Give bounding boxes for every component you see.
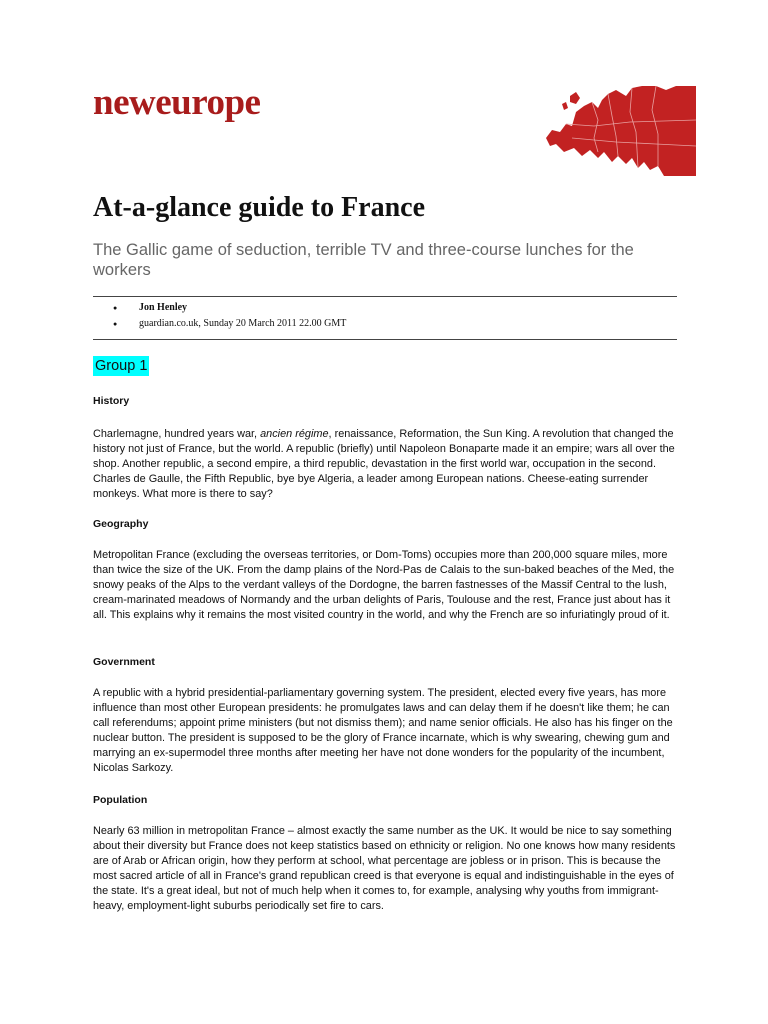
author-name[interactable]: ● Jon Henley	[113, 300, 346, 316]
site-logo[interactable]: neweurope	[93, 82, 261, 123]
history-emphasis: ancien régime	[260, 428, 329, 440]
section-body-population: Nearly 63 million in metropolitan France – almost exactly the same number as the UK. It would be nice to say something about their diversity but France does not keep statistics based on ethnicity or religion. No one knows how many residents are of Arab or African origin, how they perform at school, what percentage are jobless or in prison. This is because the most sacred article of all in France's grand republican creed is that everyone is equal and indistinguishable in the eyes of the state. It's a great ideal, but not of much help when it comes to, for example, analysing why youths from immigrant-heavy, employment-light suburbs periodically set fire to cars.	[93, 825, 676, 912]
section-body-history	[93, 427, 683, 502]
history-text-start: Charlemagne, hundred years war,	[93, 428, 261, 440]
europe-map-icon	[546, 86, 696, 176]
byline-bottom-divider	[93, 339, 677, 340]
article-title: At-a-glance guide to France	[93, 192, 426, 223]
article-subtitle: The Gallic game of seduction, terrible TV and three-course lunches for the workers	[93, 241, 634, 279]
group-label: Group 1	[95, 358, 148, 374]
section-heading-history: History	[93, 395, 130, 407]
byline-list	[113, 300, 346, 332]
section-body-government: A republic with a hybrid presidential-parliamentary governing system. The president, elected every five years, has more influence than most other European presidents: he promulgates laws and can delay them if he doesn't like them; he can call referendums; appoint prime ministers (but not dismiss them); and name senior officials. He also has his finger on the nuclear button. The president is supposed to be the glory of France incarnate, which is why swearing, chewing gum and marrying an ex-supermodel three months after meeting her have not done wonders for the popularity of the incumbent, Nicolas Sarkozy.	[93, 687, 673, 774]
section-heading-government: Government	[93, 656, 155, 668]
source-date: ● guardian.co.uk, Sunday 20 March 2011 22.00 GMT	[113, 316, 346, 332]
section-heading-geography: Geography	[93, 518, 149, 530]
section-body-geography: Metropolitan France (excluding the overseas territories, or Dom-Toms) occupies more than 200,000 square miles, more than twice the size of the UK. From the damp plains of the Nord-Pas de Calais to the sun-baked beaches of the Med, the snowy peaks of the Alps to the verdant valleys of the Dordogne, the barren fastnesses of the Massif Central to the lush, cream-marinated meadows of Normandy and the urban delights of Paris, Toulouse and the rest, France just about has it all. This explains why it remains the most visited country in the world, and why the French are so infuriatingly proud of it.	[93, 549, 675, 621]
section-heading-population: Population	[93, 794, 148, 806]
history-text-end: , renaissance, Reformation, the Sun King. A revolution that changed the history not just of France, but the world. A republic (briefly) until Napoleon Bonaparte made it an empire; wars all over the shop. Another republic, a second empire, a third republic, devastation in the first world war, occupation in the second. Charles de Gaulle, the Fifth Republic, bye bye Algeria, a leader among European nations. Cheese-eating surrender monkeys. What more is there to say?	[93, 428, 675, 500]
byline-top-divider	[93, 296, 677, 297]
